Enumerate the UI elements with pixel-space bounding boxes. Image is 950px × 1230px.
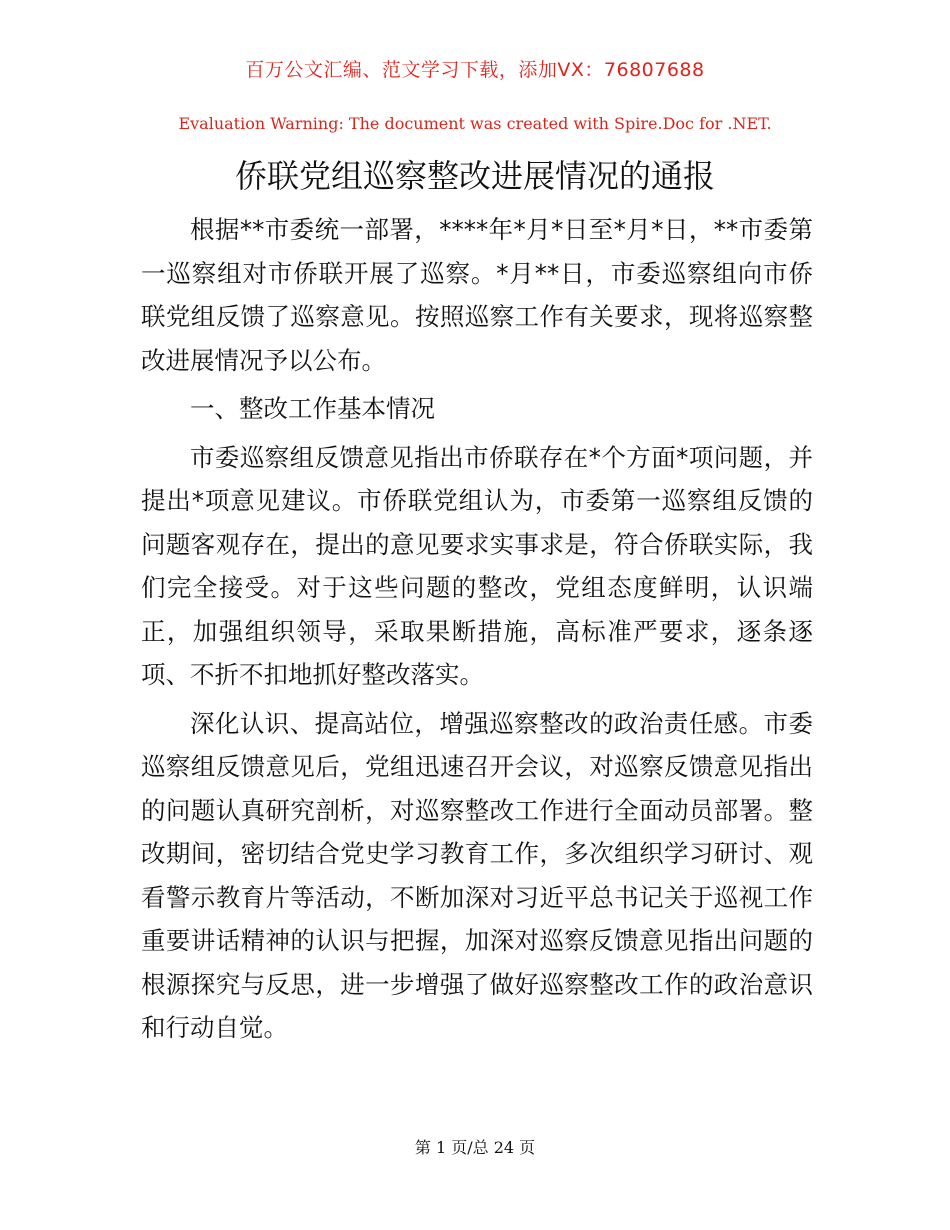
page-footer: 第 1 页/总 24 页 [414, 1138, 536, 1157]
paragraph-deepen-awareness: 深化认识、提高站位，增强巡察整改的政治责任感。市委巡察组反馈意见后，党组迅速召开会议，对巡察反馈意见指出的问题认真研究剖析，对巡察整改工作进行全面动员部署。整改期间，密切结合党史学习教育工作，多次组织学习研讨、观看警示教育片等活动，不断加深对习近平总书记关于巡视工作重要讲话精神的认识与把握，加深对巡察反馈意见指出问题的根源探究与反思，进一步增强了做好巡察整改工作的政治意识和行动自觉。 [141, 708, 813, 1042]
paragraph-intro: 根据**市委统一部署，****年*月*日至*月*日，**市委第一巡察组对市侨联开展了巡察。*月**日，市委巡察组向市侨联党组反馈了巡察意见。按照巡察工作有关要求，现将巡察整改进展情况予以公布。 [141, 215, 813, 375]
paragraph-overview: 市委巡察组反馈意见指出市侨联存在*个方面*项问题，并提出*项意见建议。市侨联党组认为，市委第一巡察组反馈的问题客观存在，提出的意见要求实事求是，符合侨联实际，我们完全接受。对于这些问题的整改，党组态度鲜明，认识端正，加强组织领导，采取果断措施，高标准严要求，逐条逐项、不折不扣地抓好整改落实。 [141, 442, 813, 689]
document-title: 侨联党组巡察整改进展情况的通报 [234, 157, 715, 195]
section-heading: 一、整改工作基本情况 [190, 394, 435, 423]
evaluation-warning: Evaluation Warning: The document was created with Spire.Doc for .NET. [178, 114, 772, 133]
header-ad-text: 百万公文汇编、范文学习下载，添加VX：76807688 [245, 59, 705, 81]
document-body [141, 208, 813, 1055]
